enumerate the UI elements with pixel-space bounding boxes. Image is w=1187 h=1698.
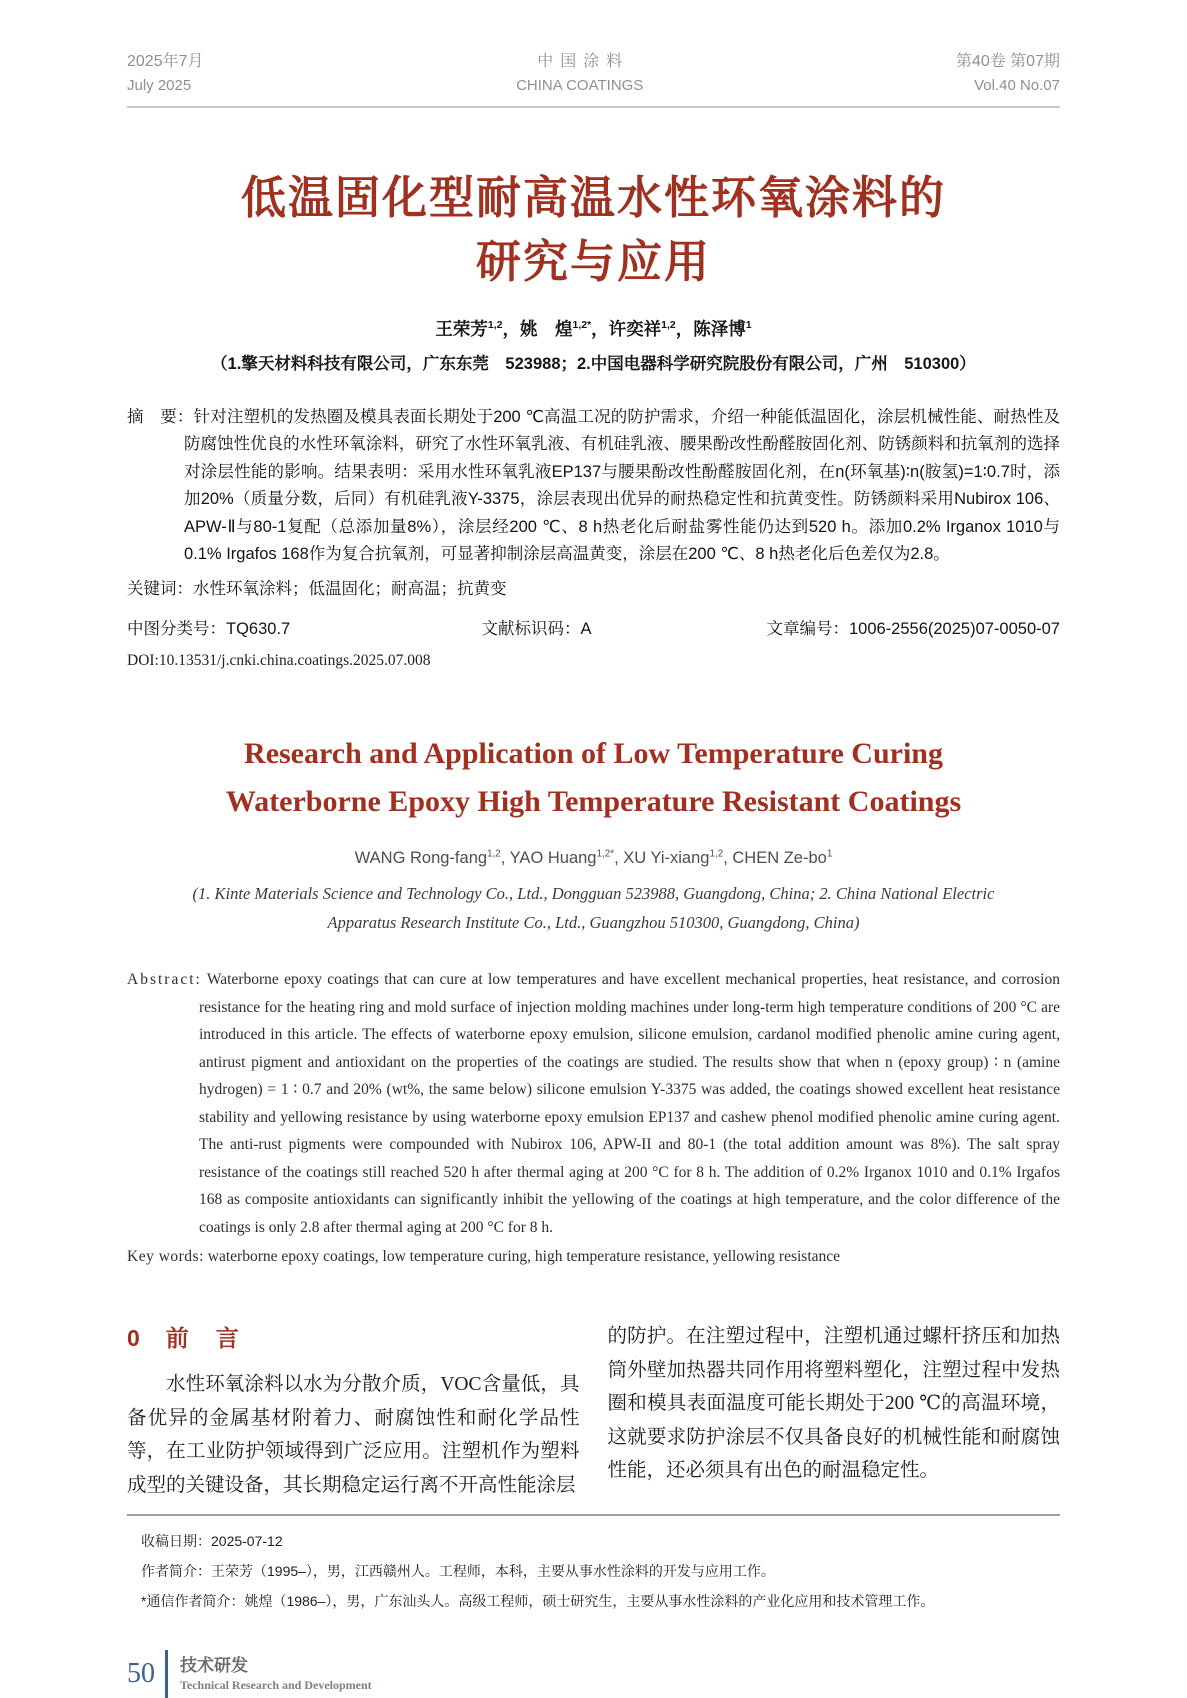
header-issue <box>956 50 1060 98</box>
author-cn: 陈泽博$^1$ <box>693 318 752 339</box>
journal-name-en: CHINA COATINGS <box>516 77 644 94</box>
journal-header <box>127 0 1060 98</box>
keywords-cn-text: 水性环氧涂料；低温固化；耐高温；抗黄变 <box>193 579 507 598</box>
intro-column-right <box>608 1320 1061 1502</box>
footnote-corresponding-author-bio: *通信作者简介：姚煌（1986–），男，广东汕头人。高级工程师，硕士研究生，主要从事水性涂料的产业化应用和技术管理工作。 <box>141 1593 935 1610</box>
keywords-en-label: Key words: <box>127 1248 204 1266</box>
article-title-en <box>127 730 1060 827</box>
footer-column-en: Technical Research and Development <box>180 1678 372 1693</box>
authors-en <box>127 849 1060 869</box>
footer-divider-bar <box>165 1650 168 1698</box>
author-cn: 王荣芳$^{1,2}$， <box>435 318 520 339</box>
footnote-author-bio: 作者简介：王荣芳（1995–），男，江西赣州人。工程师，本科，主要从事水性涂料的开发与应用工作。 <box>141 1563 775 1580</box>
affiliation-cn: （1.擎天材料科技有限公司，广东东莞 523988；2.中国电器科学研究院股份有限公司，广州 510300） <box>211 354 976 373</box>
header-date-en: July 2025 <box>127 77 192 94</box>
author-en: YAO Huang$^{1,2*}$, <box>509 848 624 868</box>
affiliation-en: (1. Kinte Materials Science and Technology Co., Ltd., Dongguan 523988, Guangdong, China; 2. China National Electric Apparatus Research Institute Co., Ltd., Guangzhou 510300, Guangdong, China) <box>192 884 995 933</box>
authors-cn <box>127 316 1060 341</box>
header-issue-cn: 第40卷 第07期 <box>955 53 1060 70</box>
header-journal-name <box>516 50 643 98</box>
abstract-cn-label: 摘 要： <box>127 407 194 426</box>
header-date-cn: 2025年7月 <box>127 53 204 70</box>
footer-column-cn: 技术研发 <box>180 1656 248 1676</box>
article-title-cn-line1: 低温固化型耐高温水性环氧涂料的 <box>240 172 946 223</box>
abstract-en-text: Waterborne epoxy coatings that can cure at low temperatures and have excellent mechanical properties, heat resistance, and corrosion resistance for the heating ring and mold surface of injection molding machines under long-term high temperature conditions of 200 °C are introduced in this article. The effects of waterborne epoxy emulsion, silicone emulsion, cardanol modified phenolic amine curing agent, antirust pigment and antioxidant on the properties of the coatings are studied. The results show that when n (epoxy group) ∶ n (amine hydrogen) = 1 ∶ 0.7 and 20% (wt%, the same below) silicone emulsion Y-3375 was added, the coatings showed excellent heat resistance stability and yellowing resistance by using waterborne epoxy emulsion EP137 and cashew phenol modified phenolic amine curing agent. The anti-rust pigments were compounded with Nubirox 106, APW-II and 80-1 (the total addition amount was 8%). The salt spray resistance of the coatings still reached 520 h after thermal aging at 200 °C for 8 h. The addition of 0.2% Irganox 1010 and 0.1% Irgafos 168 as composite antioxidants can significantly inhibit the yellowing of the coatings at high temperature, and the color difference of the coatings is only 2.8 after thermal aging at 200 °C for 8 h. <box>199 971 1060 1236</box>
header-date <box>127 50 204 98</box>
footer-column-name <box>180 1655 372 1693</box>
abstract-en-label: Abstract: <box>127 971 202 989</box>
header-divider <box>127 106 1060 108</box>
keywords-cn <box>127 575 1060 599</box>
intro-column-left <box>127 1320 580 1502</box>
article-id: 文章编号：1006-2556(2025)07-0050-07 <box>766 619 1060 638</box>
article-meta-row <box>127 615 1060 639</box>
introduction-section <box>127 1320 1060 1502</box>
author-en: WANG Rong-fang$^{1,2}$, <box>354 848 510 868</box>
section-heading <box>127 1320 580 1353</box>
author-en: CHEN $Ze-bo^1$ <box>732 848 833 868</box>
section-number: 0 <box>127 1325 142 1352</box>
author-cn: 姚 煌$^{1,2*}$， <box>519 318 609 339</box>
clc-number: 中图分类号：TQ630.7 <box>127 619 291 638</box>
header-issue-en: Vol.40 No.07 <box>974 77 1060 94</box>
page-number: 50 <box>127 1658 155 1690</box>
author-cn: 许奕祥$^{1,2}$， <box>608 318 694 339</box>
keywords-en <box>127 1248 1060 1266</box>
abstract-cn-text: 针对注塑机的发热圈及模具表面长期处于200 ℃高温工况的防护需求，介绍一种能低温固化，涂层机械性能、耐热性及防腐蚀性优良的水性环氧涂料，研究了水性环氧乳液、有机硅乳液、腰果酚改性酚醛胺固化剂、防锈颜料和抗氧剂的选择对涂层性能的影响。结果表明：采用水性环氧乳液EP137与腰果酚改性酚醛胺固化剂，在n(环氧基)∶n(胺氢)=1∶0.7时，添加20%（质量分数，后同）有机硅乳液Y-3375，涂层表现出优异的耐热稳定性和抗黄变性。防锈颜料采用Nubirox 106、APW-Ⅱ与80-1复配（总添加量8%），涂层经200 ℃、8 h热老化后耐盐雾性能仍达到520 h。添加0.2% Irganox 1010与0.1% Irgafos 168作为复合抗氧剂，可显著抑制涂层高温黄变，涂层在200 ℃、8 h热老化后色差仅为2.8。 <box>184 407 1061 564</box>
doi: DOI:10.13531/j.cnki.china.coatings.2025.07.008 <box>127 651 431 669</box>
intro-paragraph-right: 的防护。在注塑过程中，注塑机通过螺杆挤压和加热筒外壁加热器共同作用将塑料塑化，注塑过程中发热圈和模具表面温度可能长期处于200 ℃的高温环境，这就要求防护涂层不仅具备良好的机械性能和耐腐蚀性能，还必须具有出色的耐温稳定性。 <box>607 1326 1060 1482</box>
article-title-en-line2: Waterborne Epoxy High Temperature Resistant Coatings <box>225 785 962 819</box>
abstract-cn <box>127 404 1060 569</box>
journal-name-cn: 中国涂料 <box>537 53 630 70</box>
section-title: 前 言 <box>165 1325 241 1352</box>
abstract-en <box>127 966 1060 1241</box>
keywords-cn-label: 关键词： <box>127 579 193 598</box>
article-title-cn-line2: 研究与应用 <box>475 235 711 287</box>
footnotes <box>127 1514 1060 1616</box>
intro-paragraph-left: 水性环氧涂料以水为分散介质，VOC含量低，具备优异的金属基材附着力、耐腐蚀性和耐化学品性等，在工业防护领域得到广泛应用。注塑机作为塑料成型的关键设备，其长期稳定运行离不开高性能涂层 <box>127 1374 580 1496</box>
document-code: 文献标识码：A <box>481 619 592 638</box>
page-footer <box>127 1650 1060 1698</box>
article-title-en-line1: Research and Application of Low Temperature Curing <box>244 736 943 770</box>
footnote-received-date: 收稿日期：2025-07-12 <box>141 1533 283 1550</box>
author-en: XU Yi-xiang$^{1,2}$, <box>623 848 733 868</box>
keywords-en-text: waterborne epoxy coatings, low temperature curing, high temperature resistance, yellowing resistance <box>207 1248 841 1266</box>
article-title-cn <box>127 166 1060 294</box>
